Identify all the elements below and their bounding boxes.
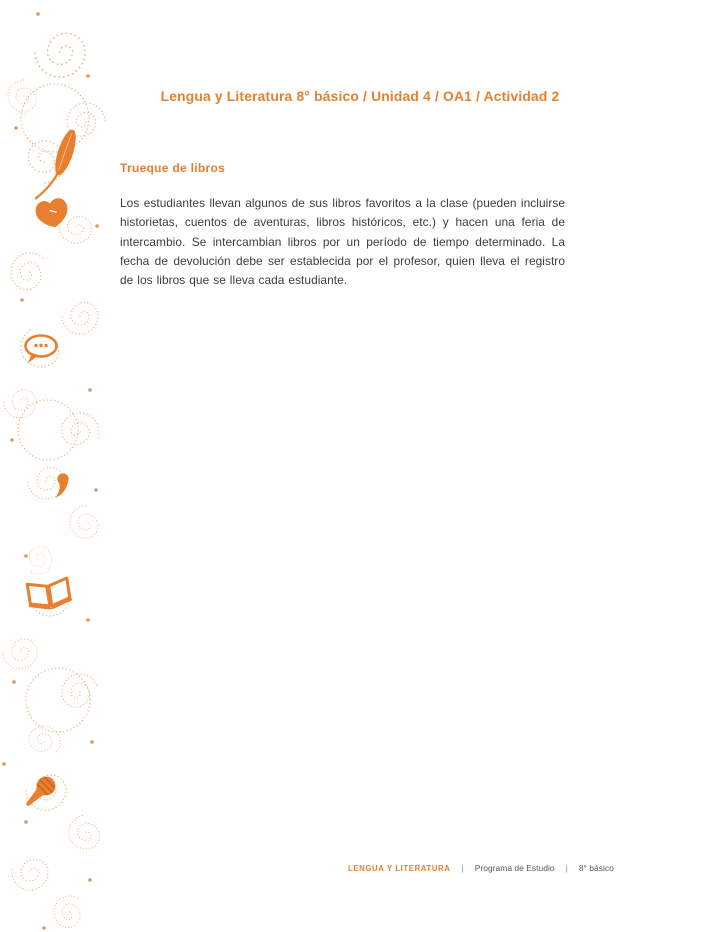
dotted-swirls bbox=[3, 33, 105, 932]
page-footer bbox=[348, 863, 614, 873]
quill-icon bbox=[36, 125, 80, 205]
activity-title: Trueque de libros bbox=[120, 161, 226, 175]
footer-separator: | bbox=[461, 863, 464, 873]
open-book-icon bbox=[26, 578, 72, 612]
footer-grade: 8° básico bbox=[578, 863, 614, 873]
activity-description: Los estudiantes llevan algunos de sus libros favoritos a la clase (pueden incluirse historietas, cuentos de aventuras, libros históricos, etc.) y hacen una feria de intercambio. Se intercambian libros por un período de tiempo determinado. La fecha de devolución debe ser establecida por el profesor, quien lleva el registro de los libros que se lleva cada estudiante. bbox=[120, 196, 565, 288]
comma-icon bbox=[56, 473, 69, 498]
swirl-dots bbox=[2, 12, 99, 930]
footer-program: Programa de Estudio bbox=[474, 863, 555, 873]
speech-bubble-icon bbox=[26, 336, 57, 364]
heart-icon bbox=[34, 197, 70, 230]
decorative-swirl-border bbox=[0, 0, 115, 932]
microphone-icon bbox=[20, 773, 59, 812]
footer-brand: LENGUA Y LITERATURA bbox=[348, 864, 451, 873]
footer-separator: | bbox=[565, 863, 568, 873]
page-title: Lengua y Literatura 8° básico / Unidad 4 / OA1 / Actividad 2 bbox=[160, 89, 560, 104]
